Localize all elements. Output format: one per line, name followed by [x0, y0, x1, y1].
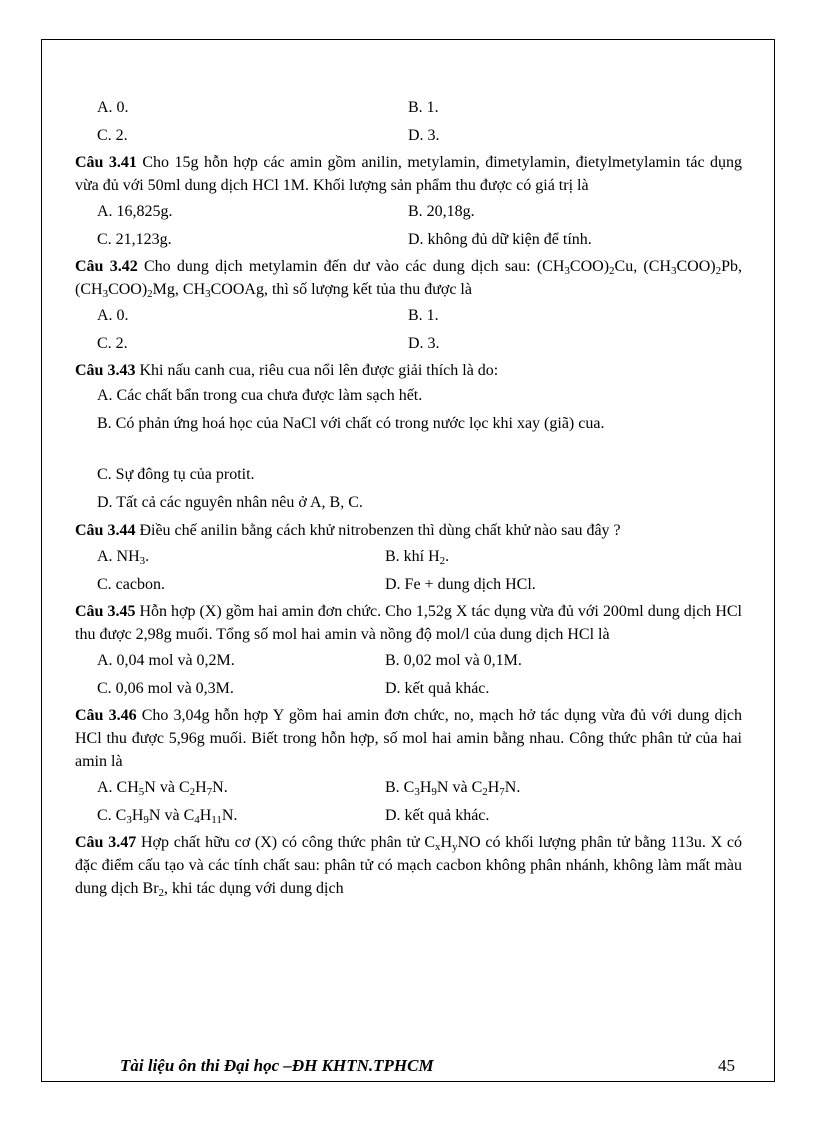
- question-3-47: Câu 3.47 Hợp chất hữu cơ (X) có công thức phân tử $C_xH_yNO$ có khối lượng phân tử bằng 113u. X có đặc điểm cấu tạo và các tính chất sau: phân tử có mạch cacbon không phân nhánh, không làm mất màu dung dịch $Br_2$, khi tác dụng với dung dịch: [75, 834, 743, 899]
- question-text: Hỗn hợp (X) gồm hai amin đơn chức. Cho 1,52g X tác dụng vừa đủ với 200ml dung dịch HCl thu được 2,98g muối. Tổng số mol hai amin và nồng độ mol/l của dung dịch HCl là: [75, 603, 742, 643]
- option-c: C. 2.: [97, 334, 128, 352]
- q340-options-row2: [75, 121, 742, 149]
- q341-options-row1: [75, 197, 742, 225]
- option-b: B. 20,18g.: [408, 202, 475, 220]
- option-a: A. Các chất bẩn trong cua chưa được làm sạch hết.: [97, 387, 423, 404]
- question-3-46: [75, 704, 742, 773]
- option-b: B. $C_3H_9N$ và $C_2H_7N$.: [385, 778, 521, 798]
- question-3-45: [75, 600, 742, 646]
- option-d: D. Fe + dung dịch HCl.: [385, 575, 536, 593]
- option-a: A. $NH_3$.: [97, 547, 150, 567]
- question-text: Cho 15g hỗn hợp các amin gồm anilin, metylamin, đimetylamin, đietylmetylamin tác dụng vừa đủ với 50ml dung dịch HCl 1M. Khối lượng sản phẩm thu được có giá trị là: [75, 154, 743, 194]
- question-label: Câu 3.45: [75, 603, 136, 620]
- question-label: Câu 3.47: [75, 834, 137, 851]
- option-d: D. 3.: [408, 334, 440, 352]
- option-c: C. 2.: [97, 126, 128, 144]
- option-c: C. $C_3H_9N$ và $C_4H_{11}N$.: [97, 806, 238, 826]
- question-text: Cho 3,04g hỗn hợp Y gồm hai amin đơn chức, no, mạch hở tác dụng vừa đủ với dung dịch HCl thu được 5,96g muối. Biết trong hỗn hợp, số mol hai amin bằng nhau. Công thức phân tử của hai amin là: [75, 707, 743, 770]
- q342-options-row2: [75, 329, 742, 357]
- question-3-41: [75, 151, 742, 197]
- option-c: C. cacbon.: [97, 575, 165, 593]
- option-d: D. không đủ dữ kiện để tính.: [408, 230, 592, 248]
- q345-options-row1: [75, 646, 742, 674]
- q344-options-row2: [75, 570, 742, 598]
- option-b: B. khí $H_2$.: [385, 547, 450, 567]
- option-b: B. 1.: [408, 306, 439, 324]
- option-a: A. 0.: [97, 98, 129, 116]
- document-body: [75, 93, 742, 900]
- q345-options-row2: [75, 674, 742, 702]
- question-3-43: [75, 359, 742, 382]
- option-d: D. kết quả khác.: [385, 806, 490, 824]
- q346-options-row1: [75, 773, 742, 801]
- option-a: A. 0.: [97, 306, 129, 324]
- question-text: Khi nấu canh cua, riêu cua nổi lên được giải thích là do:: [135, 362, 499, 379]
- page-number: 45: [718, 1056, 735, 1075]
- q342-options-row1: [75, 301, 742, 329]
- footer-title: Tài liệu ôn thi Đại học –ĐH KHTN.TPHCM: [120, 1056, 434, 1075]
- question-3-44: [75, 519, 742, 542]
- option-b: B. Có phản ứng hoá học của NaCl với chất có trong nước lọc khi xay (giã) cua.: [97, 415, 605, 432]
- option-d: D. kết quả khác.: [385, 679, 490, 697]
- option-c: C. 0,06 mol và 0,3M.: [97, 679, 234, 697]
- option-d: D. Tất cả các nguyên nhân nêu ở A, B, C.: [97, 494, 363, 511]
- option-c: C. 21,123g.: [97, 230, 172, 248]
- option-d: D. 3.: [408, 126, 440, 144]
- option-c: C. Sự đông tụ của protit.: [97, 466, 255, 483]
- option-b: B. 1.: [408, 98, 439, 116]
- question-3-42: Câu 3.42 Cho dung dịch metylamin đến dư vào các dung dịch sau: $(CH_3COO)_2Cu$, $(CH_3COO)_2Pb$, $(CH_3COO)_2Mg$, $CH_3COOAg$, thì số lượng kết tủa thu được là: [75, 258, 743, 300]
- question-text: Điều chế anilin bằng cách khử nitrobenzen thì dùng chất khử nào sau đây ?: [135, 522, 621, 539]
- question-label: Câu 3.41: [75, 154, 137, 171]
- q344-options-row1: [75, 542, 742, 570]
- question-label: Câu 3.46: [75, 707, 137, 724]
- question-label: Câu 3.43: [75, 362, 136, 379]
- option-b: B. 0,02 mol và 0,1M.: [385, 651, 522, 669]
- question-label: Câu 3.42: [75, 258, 138, 275]
- option-a: A. 16,825g.: [97, 202, 173, 220]
- q346-options-row2: [75, 801, 742, 829]
- question-label: Câu 3.44: [75, 522, 136, 539]
- option-a: A. $CH_5N$ và $C_2H_7N$.: [97, 778, 228, 798]
- option-a: A. 0,04 mol và 0,2M.: [97, 651, 235, 669]
- q340-options-row1: [75, 93, 742, 121]
- q341-options-row2: [75, 225, 742, 253]
